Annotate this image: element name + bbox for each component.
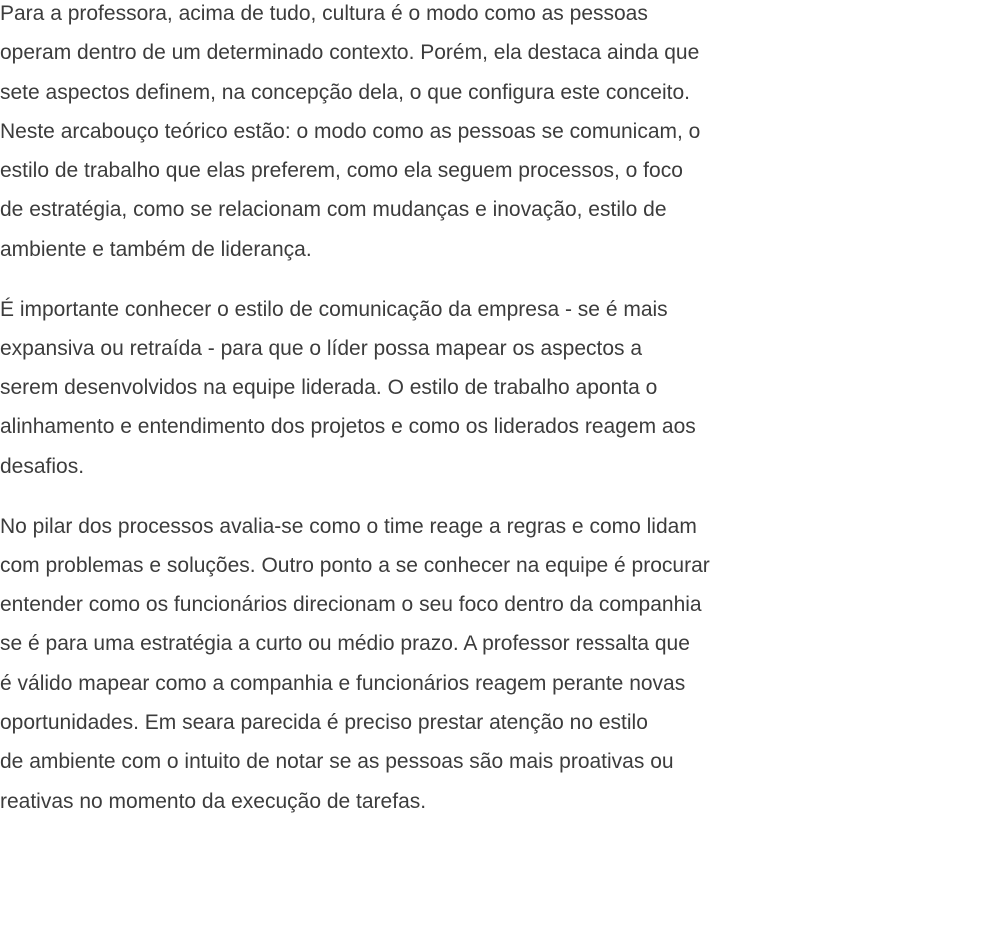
paragraph-line: de estratégia, como se relacionam com mudanças e inovação, estilo de: [0, 198, 667, 222]
paragraph-line: desafios.: [0, 454, 85, 478]
paragraph-line: ambiente e também de liderança.: [0, 237, 312, 261]
paragraph-line: serem desenvolvidos na equipe liderada. O estilo de trabalho aponta o: [0, 376, 658, 400]
paragraph-line: entender como os funcionários direcionam o seu foco dentro da companhia: [0, 593, 702, 617]
paragraph-line: expansiva ou retraída - para que o líder possa mapear os aspectos a: [0, 336, 643, 360]
paragraph-line: oportunidades. Em seara parecida é preciso prestar atenção no estilo: [0, 711, 648, 735]
paragraph-line: de ambiente com o intuito de notar se as pessoas são mais proativas ou: [0, 750, 674, 774]
paragraph-line: No pilar dos processos avalia-se como o time reage a regras e como lidam: [0, 514, 697, 538]
paragraph-line: é válido mapear como a companhia e funcionários reagem perante novas: [0, 671, 686, 695]
paragraph-line: Para a professora, acima de tudo, cultura é o modo como as pessoas: [0, 2, 648, 25]
paragraph-line: É importante conhecer o estilo de comunicação da empresa - se é mais: [0, 297, 668, 321]
paragraph-line: Neste arcabouço teórico estão: o modo como as pessoas se comunicam, o: [0, 119, 701, 143]
paragraph-1: [0, 0, 988, 269]
paragraph-line: alinhamento e entendimento dos projetos e como os liderados reagem aos: [0, 415, 696, 439]
paragraph-3: [0, 507, 988, 821]
paragraph-line: se é para uma estratégia a curto ou médio prazo. A professor ressalta que: [0, 632, 690, 656]
paragraph-line: estilo de trabalho que elas preferem, como ela seguem processos, o foco: [0, 159, 683, 183]
paragraph-line: operam dentro de um determinado contexto. Porém, ela destaca ainda que: [0, 41, 700, 65]
paragraph-2: [0, 290, 988, 486]
paragraph-line: sete aspectos definem, na concepção dela, o que configura este conceito.: [0, 80, 690, 104]
paragraph-line: reativas no momento da execução de tarefas.: [0, 789, 427, 813]
paragraph-line: com problemas e soluções. Outro ponto a se conhecer na equipe é procurar: [0, 553, 710, 577]
